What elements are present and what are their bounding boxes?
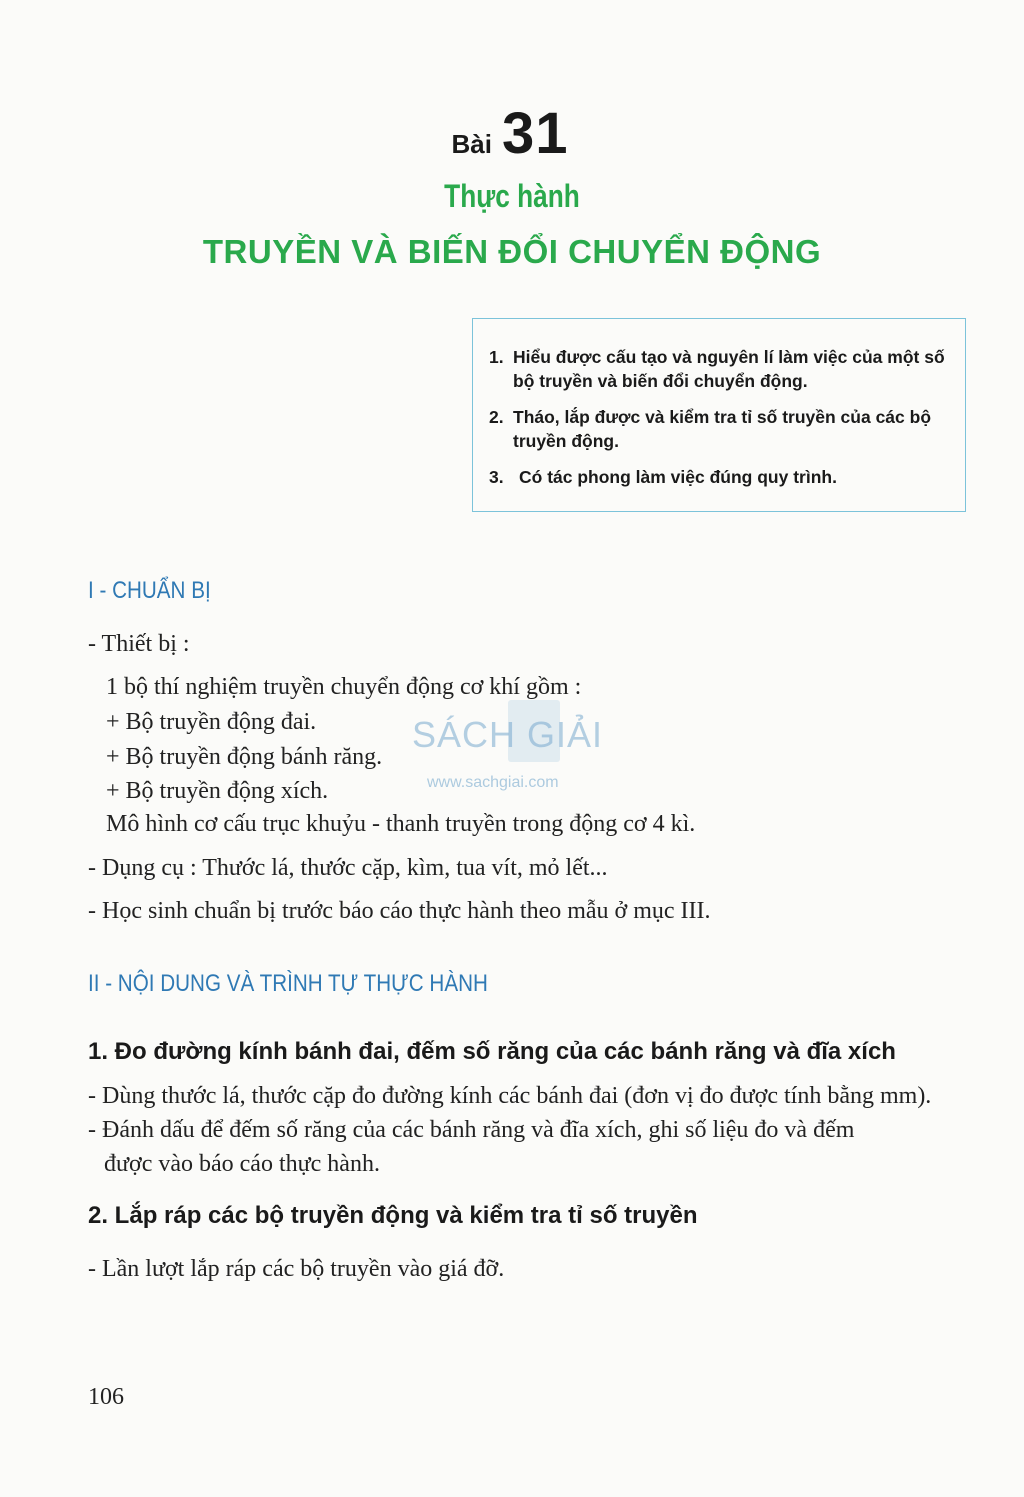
text-line: - Đánh dấu để đếm số răng của các bánh răng và đĩa xích, ghi số liệu đo và đếm bbox=[88, 1117, 855, 1143]
subsection-heading-measure: 1. Đo đường kính bánh đai, đếm số răng của các bánh răng và đĩa xích bbox=[88, 1038, 896, 1065]
text-line: - Thiết bị : bbox=[88, 631, 190, 657]
watermark-url: www.sachgiai.com bbox=[427, 774, 559, 791]
lesson-title: TRUYỀN VÀ BIẾN ĐỔI CHUYỂN ĐỘNG bbox=[202, 233, 822, 270]
text-line: + Bộ truyền động xích. bbox=[106, 778, 329, 804]
lesson-number-line bbox=[0, 100, 1024, 168]
lesson-header bbox=[0, 100, 1024, 272]
text-line: - Dùng thước lá, thước cặp đo đường kính các bánh đai (đơn vị đo được tính bằng mm). bbox=[88, 1083, 932, 1109]
watermark bbox=[412, 700, 622, 800]
subsection-heading-assemble: 2. Lắp ráp các bộ truyền động và kiểm tra tỉ số truyền bbox=[88, 1202, 698, 1229]
objective-number: 3. bbox=[489, 467, 504, 487]
objective-item bbox=[489, 465, 951, 489]
objective-text: Hiểu được cấu tạo và nguyên lí làm việc của một số bộ truyền và biến đổi chuyển động. bbox=[513, 347, 945, 391]
text-line: được vào báo cáo thực hành. bbox=[104, 1151, 380, 1177]
text-line: + Bộ truyền động bánh răng. bbox=[106, 744, 383, 770]
text-line: - Học sinh chuẩn bị trước báo cáo thực hành theo mẫu ở mục III. bbox=[88, 898, 711, 924]
section-heading-procedure: II - NỘI DUNG VÀ TRÌNH TỰ THỰC HÀNH bbox=[88, 970, 488, 997]
objectives-box bbox=[472, 318, 966, 512]
objective-item bbox=[489, 345, 951, 393]
text-line: - Dụng cụ : Thước lá, thước cặp, kìm, tua vít, mỏ lết... bbox=[88, 855, 608, 881]
text-line: 1 bộ thí nghiệm truyền chuyển động cơ khí gồm : bbox=[106, 674, 582, 700]
lesson-number: 31 bbox=[501, 101, 569, 166]
page-number: 106 bbox=[88, 1384, 124, 1410]
objective-text: Có tác phong làm việc đúng quy trình. bbox=[519, 467, 837, 487]
lesson-subtitle: Thực hành bbox=[444, 178, 580, 214]
text-line: + Bộ truyền động đai. bbox=[106, 709, 317, 735]
objective-number: 1. bbox=[489, 347, 504, 367]
objective-item bbox=[489, 405, 951, 453]
objective-number: 2. bbox=[489, 407, 504, 427]
lesson-label: Bài bbox=[451, 129, 492, 159]
objective-text: Tháo, lắp được và kiểm tra tỉ số truyền của các bộ truyền động. bbox=[513, 407, 932, 451]
section-heading-preparation: I - CHUẨN BỊ bbox=[88, 577, 211, 604]
watermark-brand: SÁCH GIẢI bbox=[412, 714, 604, 755]
watermark-logo-box bbox=[508, 700, 560, 762]
text-line: - Lần lượt lắp ráp các bộ truyền vào giá đỡ. bbox=[88, 1256, 505, 1282]
text-line: Mô hình cơ cấu trục khuỷu - thanh truyền trong động cơ 4 kì. bbox=[106, 811, 696, 837]
